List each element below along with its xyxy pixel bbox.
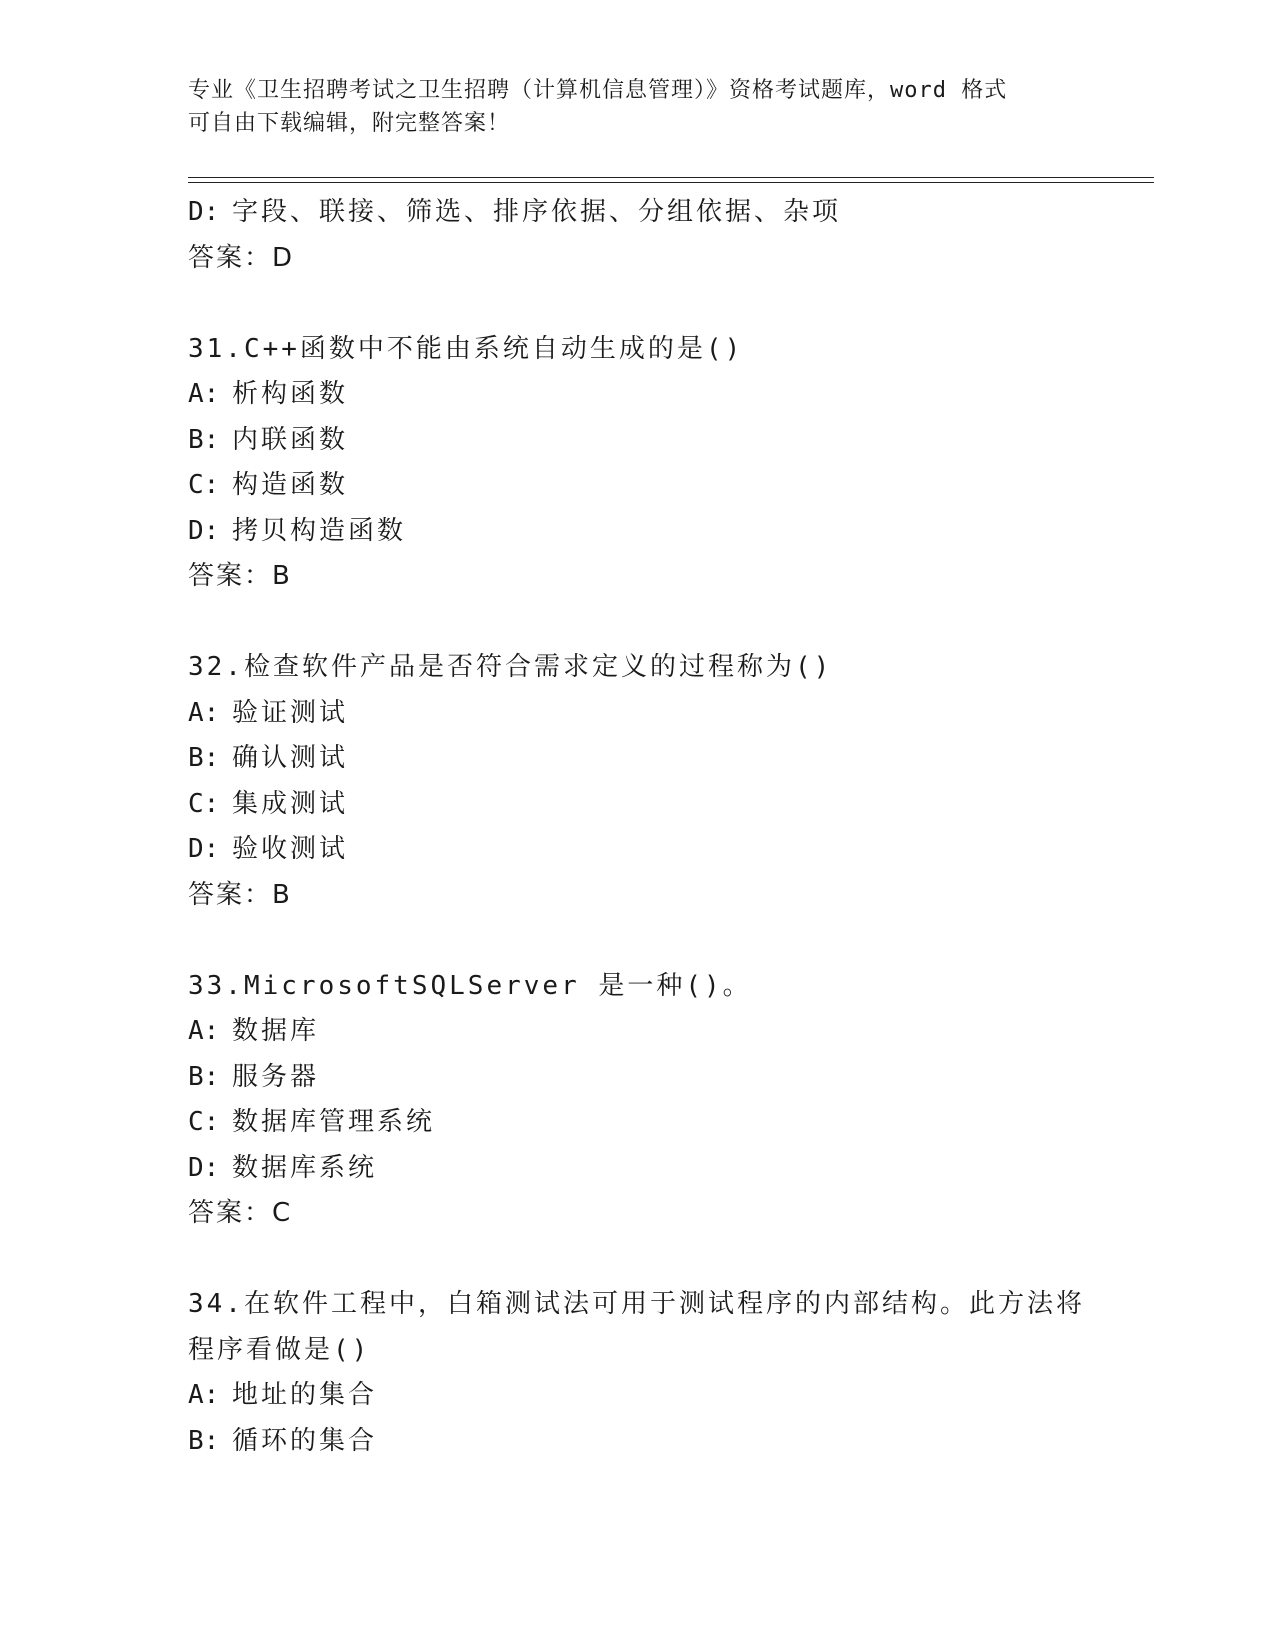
option-text: 数据库: [232, 1016, 320, 1046]
option-text: 析构函数: [232, 379, 349, 409]
option-c: [188, 463, 1088, 509]
option-text: 服务器: [232, 1061, 320, 1092]
option-a: [188, 1373, 1088, 1419]
question-stem-continued: 程序看做是(): [188, 1334, 371, 1365]
option-text: 确认测试: [232, 743, 349, 773]
option-d: [188, 827, 1088, 873]
option-letter: D:: [188, 515, 220, 546]
option-letter: B:: [188, 1061, 220, 1092]
option-a: [188, 1009, 1088, 1055]
header-divider-top: [188, 177, 1154, 178]
document-header: [188, 74, 1068, 140]
spacer: [188, 918, 1088, 964]
option-text: 内联函数: [232, 424, 349, 455]
header-line-2: 可自由下载编辑，附完整答案！: [188, 111, 511, 136]
option-letter: B:: [188, 1425, 220, 1456]
header-divider-bottom: [188, 182, 1154, 183]
option-b: [188, 1055, 1088, 1101]
option-text: 数据库系统: [232, 1152, 378, 1183]
option-b: [188, 418, 1088, 464]
question-stem: 34.在软件工程中，白箱测试法可用于测试程序的内部结构。此方法将: [188, 1289, 1085, 1319]
option-letter: B:: [188, 743, 220, 773]
option-d: [188, 509, 1088, 555]
option-text: 地址的集合: [232, 1380, 378, 1410]
option-d: [188, 1146, 1088, 1192]
option-letter: D:: [188, 1152, 220, 1183]
option-text: 循环的集合: [232, 1425, 378, 1456]
option-letter: B:: [188, 424, 220, 455]
option-text: 构造函数: [232, 470, 349, 500]
option-letter: A:: [188, 1016, 220, 1046]
answer-line: 答案：B: [188, 879, 292, 910]
option-letter: A:: [188, 379, 220, 409]
option-c: [188, 1100, 1088, 1146]
question-stem: 33.MicrosoftSQLServer 是一种()。: [188, 970, 752, 1001]
option-b: [188, 1419, 1088, 1465]
option-text: 字段、联接、筛选、排序依据、分组依据、杂项: [232, 197, 842, 227]
option-letter: C:: [188, 1107, 220, 1137]
option-text: 集成测试: [232, 788, 349, 819]
spacer: [188, 1237, 1088, 1283]
answer-line: 答案：C: [188, 1198, 293, 1228]
spacer: [188, 600, 1088, 646]
option-letter: D:: [188, 197, 220, 227]
header-line-1: 专业《卫生招聘考试之卫生招聘（计算机信息管理）》资格考试题库，word 格式: [188, 78, 1008, 103]
question-list: [188, 190, 1088, 1464]
option-text: 验证测试: [232, 697, 349, 728]
option-letter: D:: [188, 834, 220, 864]
option-text: 数据库管理系统: [232, 1107, 436, 1137]
option-b: [188, 736, 1088, 782]
option-text: 验收测试: [232, 834, 349, 864]
option-text: 拷贝构造函数: [232, 515, 407, 546]
option-letter: C:: [188, 470, 220, 500]
question-stem: 31.C++函数中不能由系统自动生成的是(): [188, 333, 744, 364]
answer-line: 答案：B: [188, 561, 292, 591]
option-letter: A:: [188, 697, 220, 728]
option-letter: A:: [188, 1380, 220, 1410]
option-d: [188, 190, 1088, 236]
question-stem: 32.检查软件产品是否符合需求定义的过程称为(): [188, 652, 833, 682]
answer-line: 答案：D: [188, 242, 295, 273]
option-c: [188, 782, 1088, 828]
option-a: [188, 691, 1088, 737]
option-a: [188, 372, 1088, 418]
option-letter: C:: [188, 788, 220, 819]
spacer: [188, 281, 1088, 327]
